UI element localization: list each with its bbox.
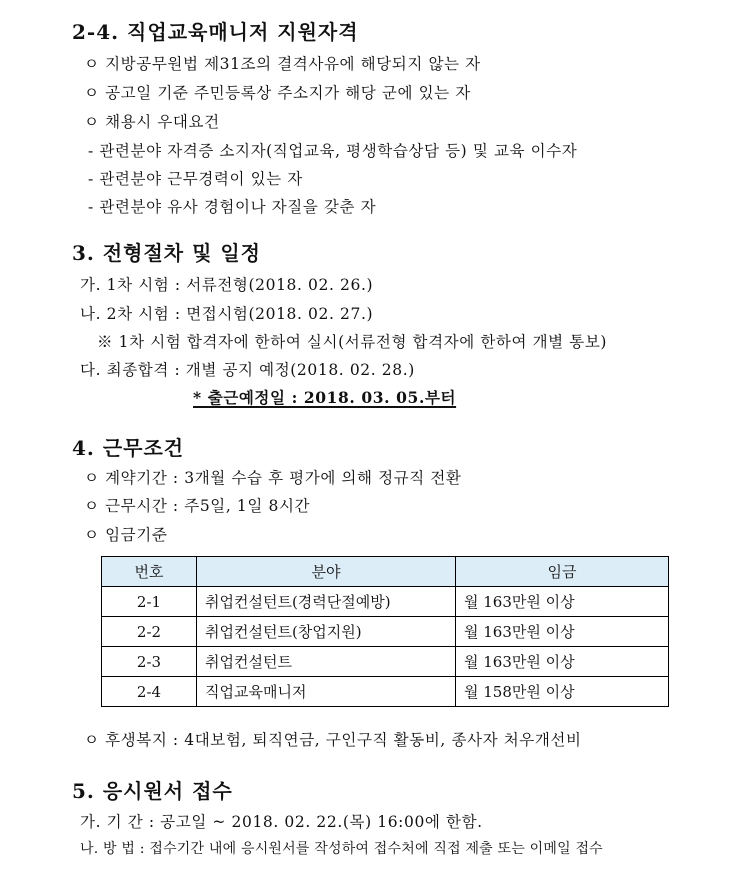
header-number: 번호: [102, 557, 197, 587]
section-3-heading: 3. 전형절차 및 일정: [72, 241, 262, 265]
preference-item: - 관련분야 자격증 소지자(직업교육, 평생학습상담 등) 및 교육 이수자: [88, 142, 578, 160]
row-number: 2-4: [102, 677, 197, 707]
header-wage: 임금: [456, 557, 669, 587]
wage-title: ㅇ 임금기준: [84, 526, 168, 544]
row-field: 취업컨설턴트(경력단절예방): [197, 587, 456, 617]
preference-item: - 관련분야 유사 경험이나 자질을 갖춘 자: [88, 198, 377, 216]
application-method: 나. 방 법 : 접수기간 내에 응시원서를 작성하여 접수처에 직접 제출 또는 이메일 접수: [80, 841, 603, 857]
row-wage: 월 158만원 이상: [456, 677, 669, 707]
row-wage: 월 163만원 이상: [456, 587, 669, 617]
schedule-step-1: 가. 1차 시험 : 서류전형(2018. 02. 26.): [80, 276, 374, 294]
contract-period: ㅇ 계약기간 : 3개월 수습 후 평가에 의해 정규직 전환: [84, 469, 462, 487]
header-field: 분야: [197, 557, 456, 587]
welfare: ㅇ 후생복지 : 4대보험, 퇴직연금, 구인구직 활동비, 종사자 처우개선비: [84, 731, 582, 749]
row-field: 직업교육매니저: [197, 677, 456, 707]
schedule-final: 다. 최종합격 : 개별 공지 예정(2018. 02. 28.): [80, 361, 415, 379]
row-number: 2-3: [102, 647, 197, 677]
row-number: 2-2: [102, 617, 197, 647]
row-number: 2-1: [102, 587, 197, 617]
section-4-heading: 4. 근무조건: [72, 436, 185, 460]
application-period: 가. 기 간 : 공고일 ~ 2018. 02. 22.(목) 16:00에 한함.: [80, 813, 483, 831]
row-wage: 월 163만원 이상: [456, 647, 669, 677]
table-row: [102, 617, 669, 647]
start-date: * 출근예정일 : 2018. 03. 05.부터: [193, 388, 457, 407]
qualification-item: ㅇ 공고일 기준 주민등록상 주소지가 해당 군에 있는 자: [84, 84, 471, 102]
row-field: 취업컨설턴트(창업지원): [197, 617, 456, 647]
section-2-4-heading: 2-4. 직업교육매니저 지원자격: [72, 20, 359, 44]
schedule-step-2: 나. 2차 시험 : 면접시험(2018. 02. 27.): [80, 305, 374, 323]
work-hours: ㅇ 근무시간 : 주5일, 1일 8시간: [84, 497, 311, 515]
table-row: [102, 647, 669, 677]
preference-item: - 관련분야 근무경력이 있는 자: [88, 170, 303, 188]
table-row: [102, 587, 669, 617]
section-5-heading: 5. 응시원서 접수: [72, 779, 233, 803]
schedule-note: ※ 1차 시험 합격자에 한하여 실시(서류전형 합격자에 한하여 개별 통보): [97, 333, 608, 351]
table-header-row: [102, 557, 669, 587]
table-row: [102, 677, 669, 707]
wage-table: [101, 556, 669, 707]
qualification-item: ㅇ 지방공무원법 제31조의 결격사유에 해당되지 않는 자: [84, 55, 481, 73]
qualification-item: ㅇ 채용시 우대요건: [84, 113, 220, 131]
row-wage: 월 163만원 이상: [456, 617, 669, 647]
row-field: 취업컨설턴트: [197, 647, 456, 677]
